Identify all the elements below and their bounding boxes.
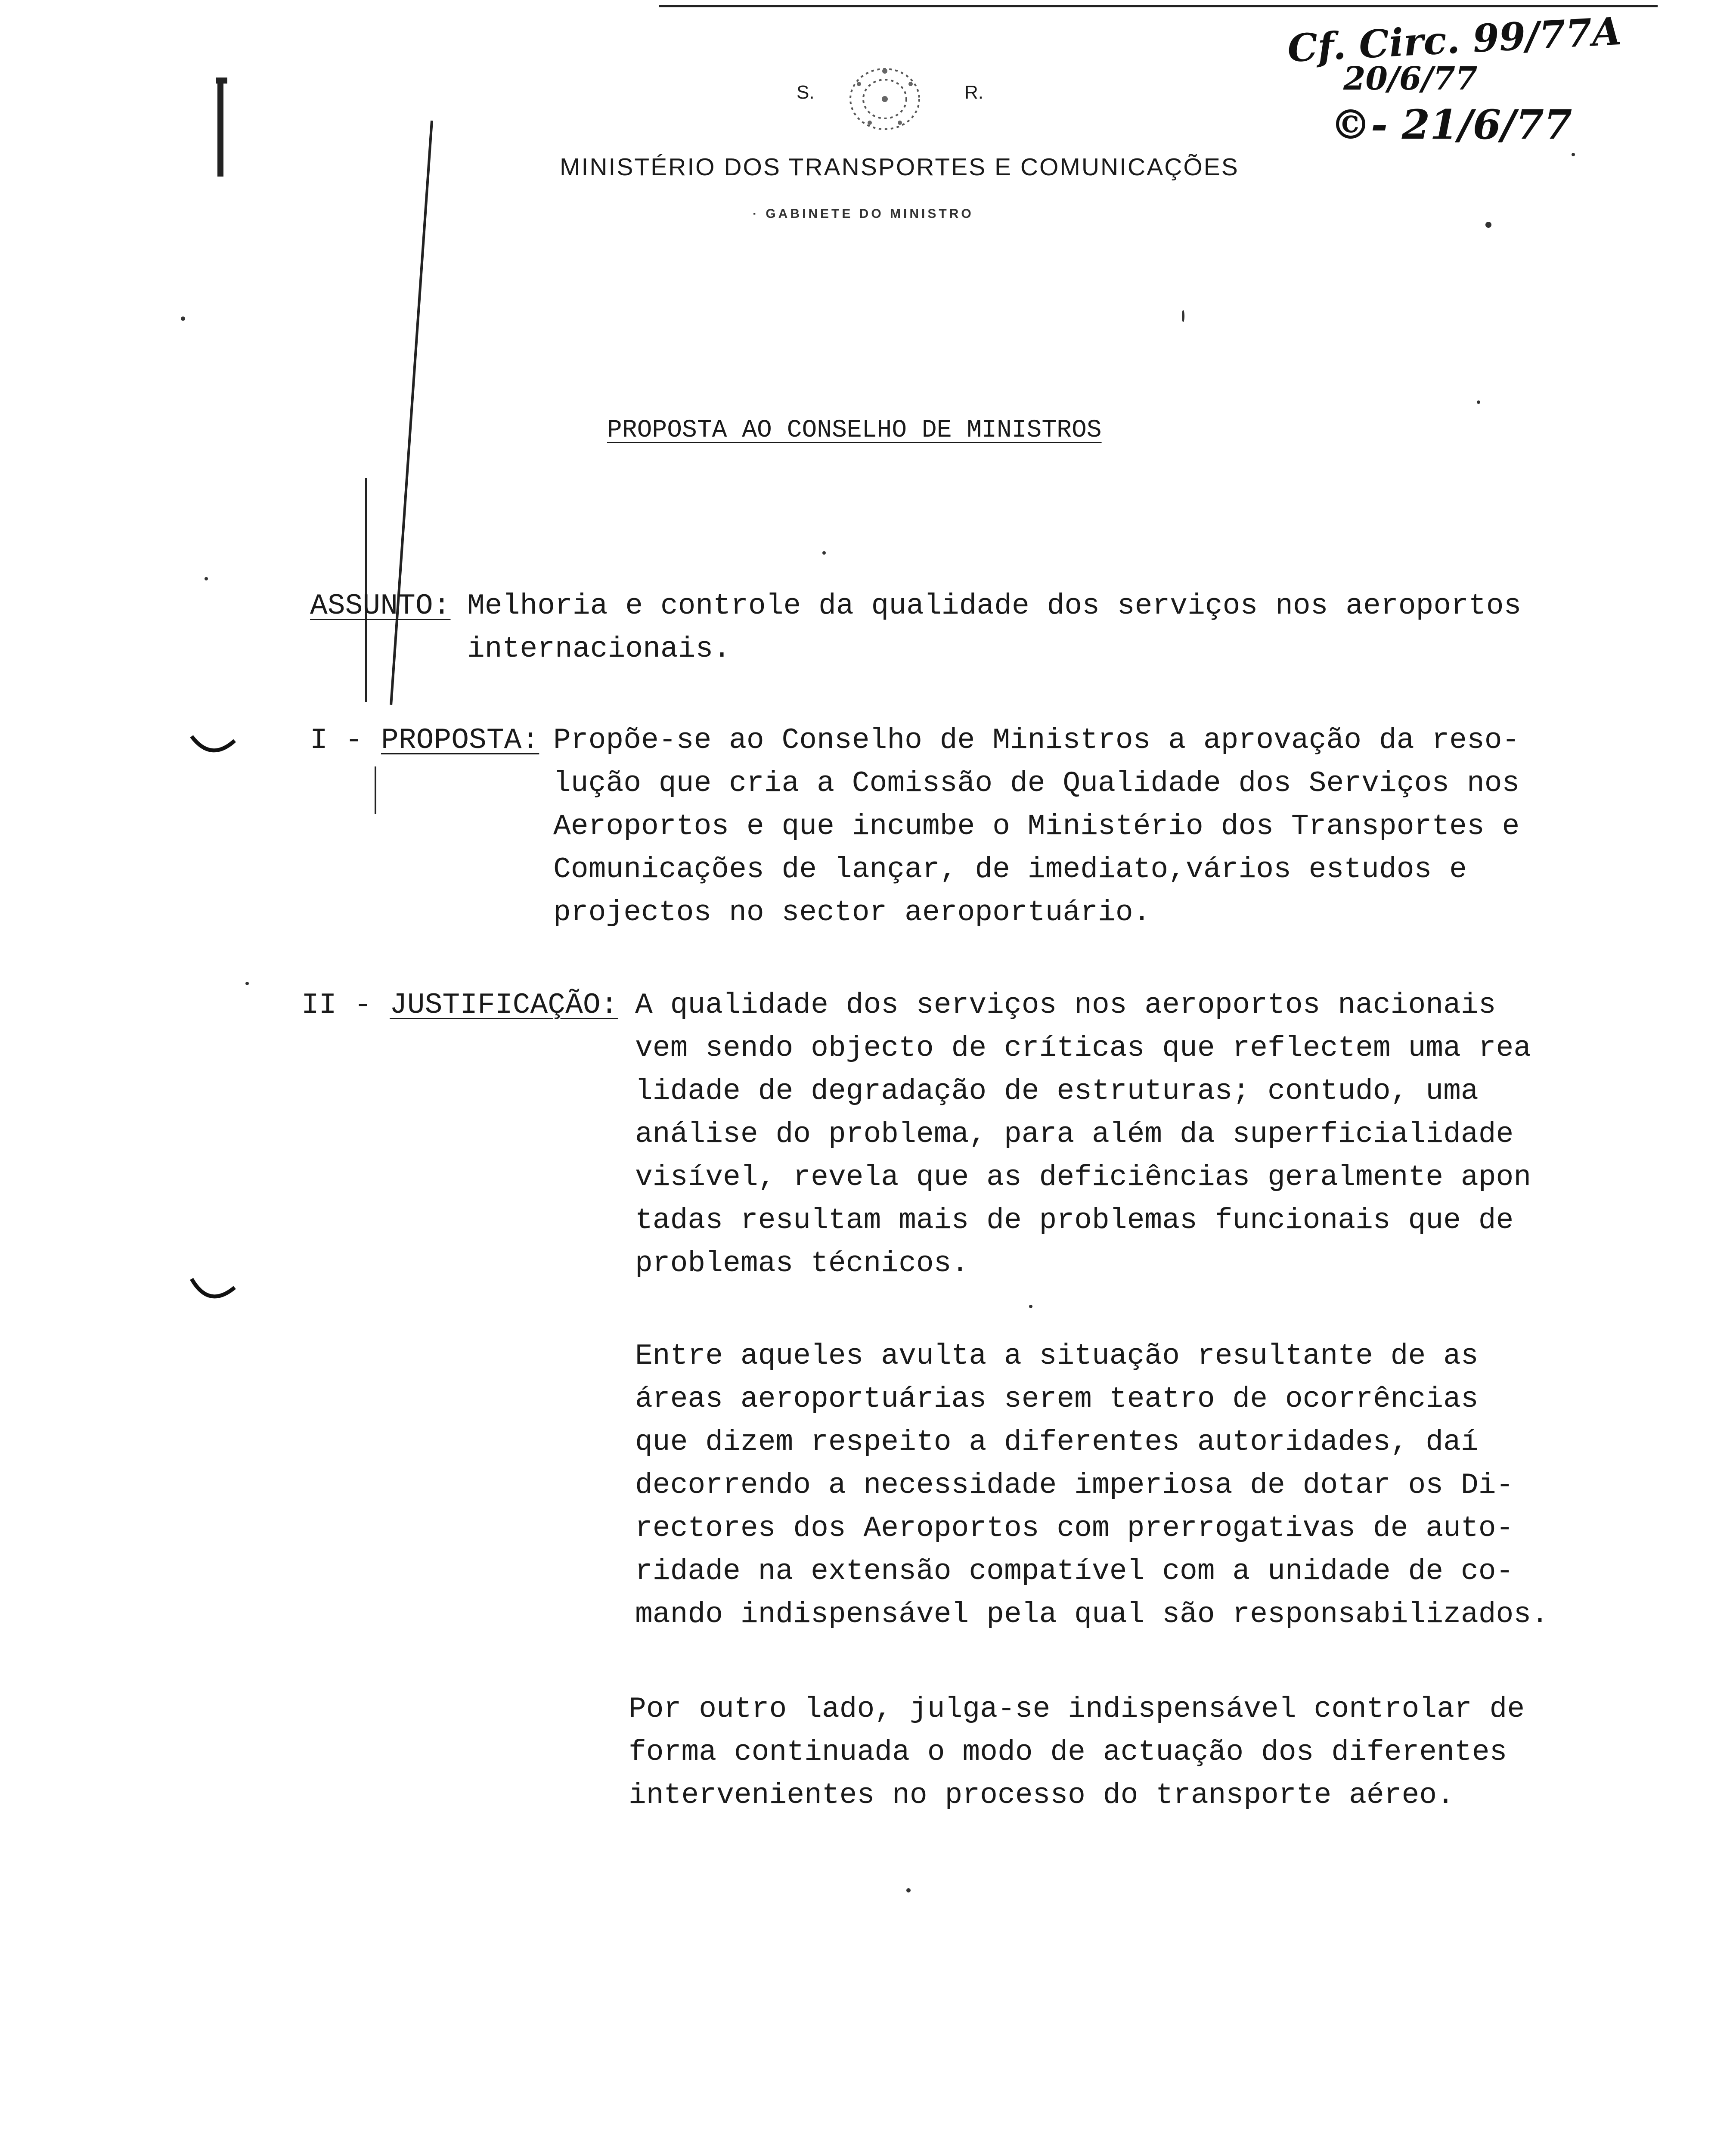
paragraph-line: intervenientes no processo do transporte aéreo.: [629, 1779, 1454, 1812]
proposta-line: projectos no sector aeroportuário.: [553, 896, 1151, 929]
proposta-line: Aeroportos e que incumbe o Ministério dos Transportes e: [553, 810, 1520, 843]
paragraph-line: A qualidade dos serviços nos aeroportos nacionais: [635, 989, 1496, 1022]
paragraph-line: vem sendo objecto de críticas que reflectem uma rea: [635, 1032, 1531, 1065]
proposta-label: PROPOSTA:: [381, 724, 539, 757]
handwritten-ref-3: ©- 21/6/77: [1330, 101, 1572, 149]
proposta-line: Comunicações de lançar, de imediato,vários estudos e: [553, 853, 1467, 886]
handwritten-ref-1: Cf. Circ. 99/77A: [1286, 8, 1623, 71]
justificacao-paragraph-3: [629, 1688, 1525, 1817]
justificacao-number: II -: [301, 989, 372, 1022]
paragraph-line: tadas resultam mais de problemas funcionais que de: [635, 1204, 1514, 1237]
paragraph-line: rectores dos Aeroportos com prerrogativas de auto-: [635, 1512, 1514, 1545]
paragraph-line: ridade na extensão compatível com a unidade de co-: [635, 1555, 1514, 1588]
document-title: PROPOSTA AO CONSELHO DE MINISTROS: [607, 416, 1102, 444]
margin-mark: [217, 78, 223, 177]
speck: [1485, 222, 1491, 228]
handwritten-ref-2: 20/6/77: [1343, 60, 1478, 97]
proposta-text: [553, 719, 1519, 934]
top-border-line: [659, 5, 1658, 7]
paragraph-line: mando indispensável pela qual são responsabilizados.: [635, 1598, 1549, 1631]
paragraph-line: Entre aqueles avulta a situação resultante de as: [635, 1340, 1479, 1373]
speck: [1572, 153, 1575, 156]
header-letter-right: R.: [964, 82, 983, 103]
header-letter-left: S.: [797, 82, 815, 103]
coat-of-arms-seal-icon: [833, 58, 936, 140]
proposta-line: Propõe-se ao Conselho de Ministros a aprovação da reso-: [553, 724, 1520, 757]
assunto-line: Melhoria e controle da qualidade dos serviços nos aeroportos: [467, 589, 1522, 623]
justificacao-paragraph-1: [635, 984, 1531, 1285]
paragraph-line: que dizem respeito a diferentes autoridades, daí: [635, 1426, 1479, 1459]
proposta-number: I -: [310, 724, 363, 757]
speck: [205, 577, 208, 580]
paragraph-line: visível, revela que as deficiências geralmente apon: [635, 1161, 1531, 1194]
paragraph-line: Por outro lado, julga-se indispensável controlar de: [629, 1693, 1525, 1726]
margin-stroke-tiny: [375, 766, 376, 814]
speck: [822, 551, 826, 555]
paragraph-line: lidade de degradação de estruturas; contudo, uma: [635, 1075, 1479, 1108]
margin-check-icon: [189, 1275, 237, 1311]
speck: [906, 1888, 911, 1892]
paragraph-line: áreas aeroportuárias serem teatro de ocorrências: [635, 1383, 1479, 1416]
paragraph-line: decorrendo a necessidade imperiosa de dotar os Di-: [635, 1469, 1514, 1502]
margin-check-icon: [189, 732, 237, 764]
speck: [181, 316, 185, 321]
margin-mark-tick: [216, 78, 227, 84]
speck: [245, 982, 249, 985]
justificacao-paragraph-2: [635, 1335, 1549, 1636]
assunto-text: [467, 585, 1521, 671]
ministry-name: MINISTÉRIO DOS TRANSPORTES E COMUNICAÇÕES: [560, 153, 1239, 181]
speck: [1029, 1305, 1032, 1308]
speck: [1477, 400, 1480, 404]
proposta-line: lução que cria a Comissão de Qualidade dos Serviços nos: [553, 767, 1520, 800]
office-name: · GABINETE DO MINISTRO: [753, 207, 974, 221]
paragraph-line: análise do problema, para além da superficialidade: [635, 1118, 1514, 1151]
assunto-line: internacionais.: [467, 633, 731, 666]
paragraph-line: problemas técnicos.: [635, 1247, 969, 1280]
paragraph-line: forma continuada o modo de actuação dos diferentes: [629, 1736, 1507, 1769]
assunto-label: ASSUNTO:: [310, 589, 451, 623]
speck: [1182, 310, 1184, 322]
justificacao-label: JUSTIFICAÇÃO:: [390, 989, 618, 1022]
